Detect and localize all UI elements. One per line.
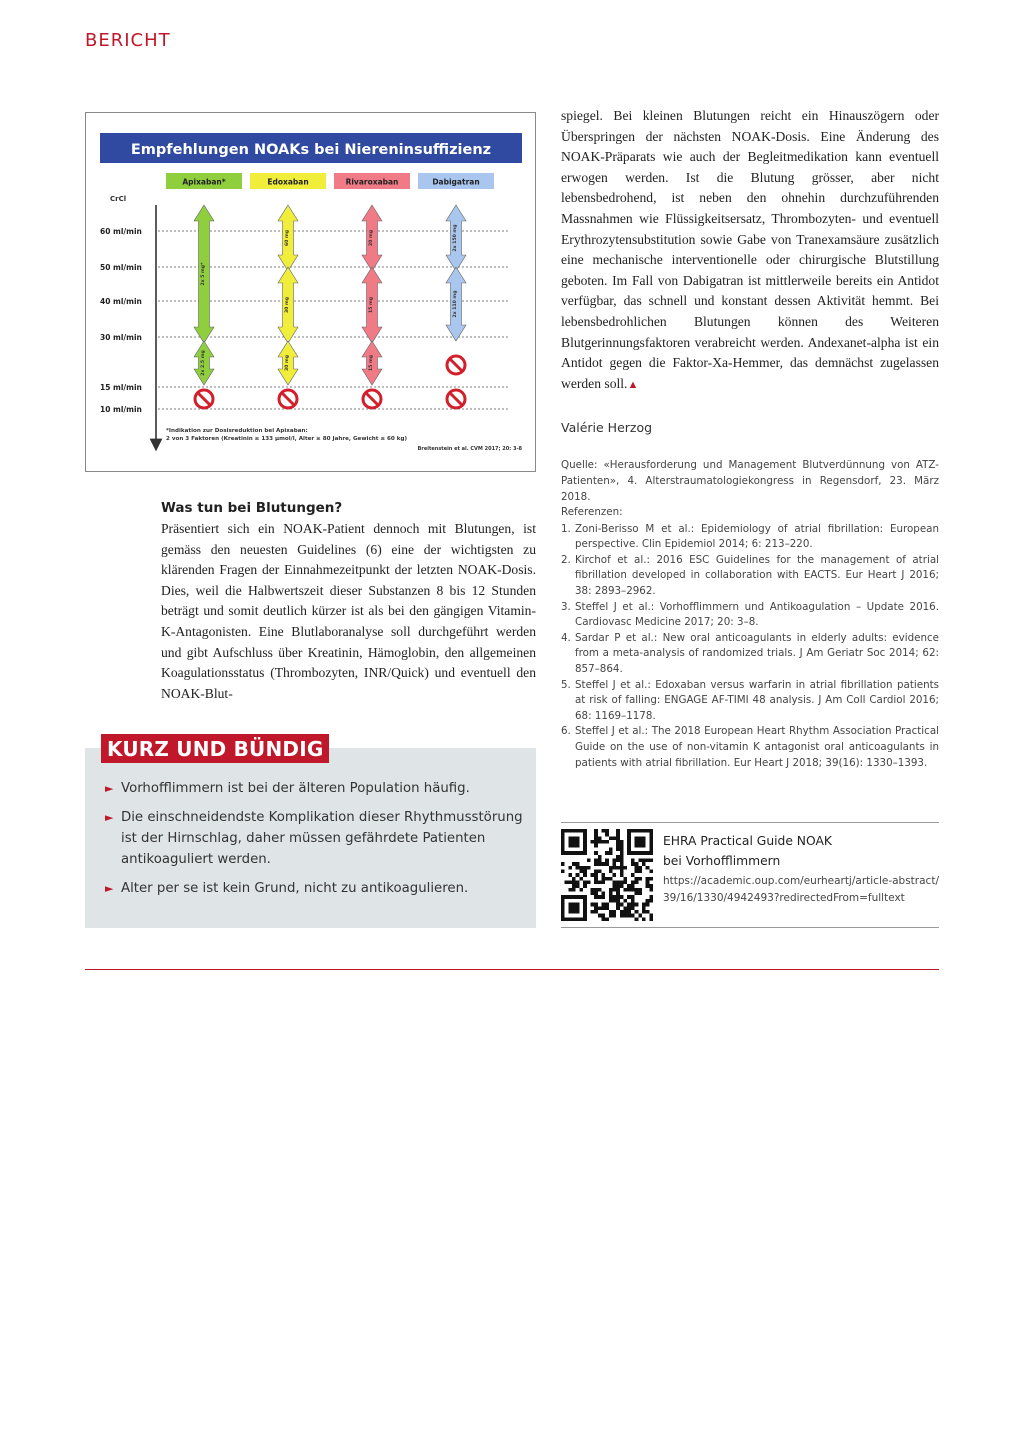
level-label: 10 ml/min bbox=[100, 405, 142, 414]
not-recommended-icon bbox=[447, 356, 465, 374]
dose-label: 15 mg bbox=[369, 296, 374, 314]
not-recommended-icon bbox=[279, 390, 297, 408]
dose-label: 60 mg bbox=[285, 229, 290, 247]
left-column bbox=[161, 500, 536, 704]
bullet-arrow-icon: ► bbox=[105, 782, 114, 795]
bullet-arrow-icon: ► bbox=[105, 882, 114, 895]
level-label: 40 ml/min bbox=[100, 297, 142, 306]
references bbox=[561, 505, 939, 771]
end-mark-icon: ▲ bbox=[627, 378, 639, 391]
figure-footnote-2: 2 von 3 Faktoren (Kreatinin ≥ 133 µmol/l, Alter ≥ 80 Jahre, Gewicht ≤ 60 kg) bbox=[166, 436, 408, 442]
column-header-label: Dabigatran bbox=[432, 177, 480, 187]
level-label: 60 ml/min bbox=[100, 227, 142, 236]
noak-diagram bbox=[96, 123, 526, 463]
dose-label: 2x 2.5 mg bbox=[201, 350, 206, 376]
summary-title: KURZ UND BÜNDIG bbox=[101, 734, 329, 763]
noak-figure bbox=[85, 112, 536, 472]
bleeding-paragraph: Präsentiert sich ein NOAK-Patient dennoch mit Blutungen, ist gemäss den neuesten Guidelines (6) eine der wichtigsten zu klärenden Fragen der Einnahmezeitpunkt der letzten NOAK-Dosis. Dies, weil die Halbwertszeit dieser Substanzen 8 bis 12 Stunden beträgt und somit deutlich kürzer ist als bei den gängigen Vitamin-K-Antagonisten. Eine Blutlaboranalyse soll durchgeführt werden und gibt Aufschluss über Kreatinin, Hämoglobin, den allgemeinen Koagulationsstatus (Thrombozyten, INR/Quick) und eventuell den NOAK-Blut- bbox=[161, 521, 536, 701]
not-recommended-icon bbox=[195, 390, 213, 408]
dose-label: 2x 110 mg bbox=[453, 290, 458, 318]
dose-label: 20 mg bbox=[369, 229, 374, 247]
column-header-label: Edoxaban bbox=[267, 177, 309, 187]
qr-title: EHRA Practical Guide NOAK bei Vorhofflimmern bbox=[663, 834, 832, 868]
reference-item: 2. Kirchof et al.: 2016 ESC Guidelines for the management of atrial fibrillation developed in collaboration with EACTS. Eur Heart J 2016; 38: 2893–2962. bbox=[561, 553, 939, 597]
author-name: Valérie Herzog bbox=[561, 420, 653, 435]
dose-label: 30 mg bbox=[285, 296, 290, 314]
level-label: 15 ml/min bbox=[100, 383, 142, 392]
figure-title: Empfehlungen NOAKs bei Niereninsuffizienz bbox=[130, 142, 492, 158]
figure-footnote-1: *Indikation zur Dosisreduktion bei Apixaban: bbox=[166, 428, 308, 434]
summary-item: ► Alter per se ist kein Grund, nicht zu antikoagulieren. bbox=[105, 878, 525, 899]
reference-item: 4. Sardar P et al.: New oral anticoagulants in elderly adults: evidence from a meta-analysis of randomized trials. J Am Geriatr Soc 2014; 62: 857–864. bbox=[561, 631, 939, 675]
crcl-axis-label: CrCl bbox=[110, 195, 127, 203]
column-header-label: Apixaban* bbox=[182, 177, 226, 187]
summary-box bbox=[85, 748, 536, 928]
column-header-label: Rivaroxaban bbox=[345, 177, 399, 187]
continuation-text: spiegel. Bei kleinen Blutungen reicht ein Hinauszögern oder Überspringen der nächsten NOAK-Dosis. Eine Änderung des NOAK-Präparats wie auch der Begleitmedikation kann eventuell erwogen werden. Ist die Blutung grösser, aber nicht lebensbedrohend, ist neben den ohnehin durchzuführenden Massnahmen wie Flüssigkeitsersatz, Thrombozyten- und eventuell Erythrozytensubstitution sowie Gabe von Tranexamsäure zusätzlich eine mechanische interventionelle oder chirurgische Blutstillung geboten. Im Fall von Dabigatran ist mittlerweile bereits ein Antidot verfügbar, das schnell und konstant dessen Aktivität hemmt. Bei lebensbedrohlichen Blutungen können des Weiteren Blutgerinnungsfaktoren verabreicht werden. Andexanet-alpha ist ein Antidot gegen die Faktor-Xa-Hemmer, das demnächst zugelassen werden soll. bbox=[561, 108, 939, 391]
bullet-arrow-icon: ► bbox=[105, 811, 114, 824]
reference-item: 6. Steffel J et al.: The 2018 European Heart Rhythm Association Practical Guide on the use of non-vitamin K antagonist oral anticoagulants in patients with atrial fibrillation. Eur Heart J 2018; 39(16): 1330–1393. bbox=[561, 725, 939, 769]
reference-item: 5. Steffel J et al.: Edoxaban versus warfarin in atrial fibrillation patients at risk of falling: ENGAGE AF-TIMI 48 analysis. J Am Coll Cardiol 2016; 68: 1169–1178. bbox=[561, 678, 939, 722]
summary-item: ► Die einschneidendste Komplikation dieser Rhythmusstörung ist der Hirnschlag, daher müssen gefährdete Patienten antikoaguliert werden. bbox=[105, 807, 525, 870]
reference-item: 3. Steffel J et al.: Vorhofflimmern und Antikoagulation – Update 2016. Cardiovasc Medicine 2017; 20: 3–8. bbox=[561, 600, 939, 629]
level-label: 50 ml/min bbox=[100, 263, 142, 272]
right-column bbox=[561, 106, 939, 395]
summary-list bbox=[105, 778, 525, 907]
bottom-rule bbox=[85, 969, 939, 970]
not-recommended-icon bbox=[363, 390, 381, 408]
figure-credit: Breitenstein et al. CVM 2017; 20: 3-8 bbox=[417, 446, 522, 452]
references-list bbox=[561, 522, 939, 772]
summary-item: ► Vorhofflimmern ist bei der älteren Population häufig. bbox=[105, 778, 525, 799]
dose-label: 30 mg bbox=[285, 354, 290, 372]
not-recommended-icon bbox=[447, 390, 465, 408]
qr-code-icon[interactable] bbox=[561, 829, 653, 921]
dose-label: 15 mg bbox=[369, 354, 374, 372]
dose-label: 2x 150 mg bbox=[453, 224, 458, 252]
section-label: BERICHT bbox=[85, 30, 171, 51]
level-label: 30 ml/min bbox=[100, 333, 142, 342]
continuation-paragraph bbox=[561, 106, 939, 395]
bleeding-heading: Was tun bei Blutungen? bbox=[161, 500, 343, 516]
qr-link-block bbox=[561, 822, 939, 928]
dose-label: 2x 5 mg* bbox=[201, 262, 206, 286]
source-note: Quelle: «Herausforderung und Management Blutverdünnung von ATZ-Patienten», 4. Alterstraumatologiekongress in Regensdorf, 23. März 2018. bbox=[561, 459, 939, 503]
qr-url-link[interactable]: https://academic.oup.com/eurheartj/article-abstract/ 39/16/1330/4942493?redirectedFrom=fulltext bbox=[663, 875, 939, 904]
reference-item: 1. Zoni-Berisso M et al.: Epidemiology of atrial fibrillation: European perspective. Clin Epidemiol 2014; 6: 213–220. bbox=[561, 522, 939, 551]
references-heading: Referenzen: bbox=[561, 506, 623, 518]
